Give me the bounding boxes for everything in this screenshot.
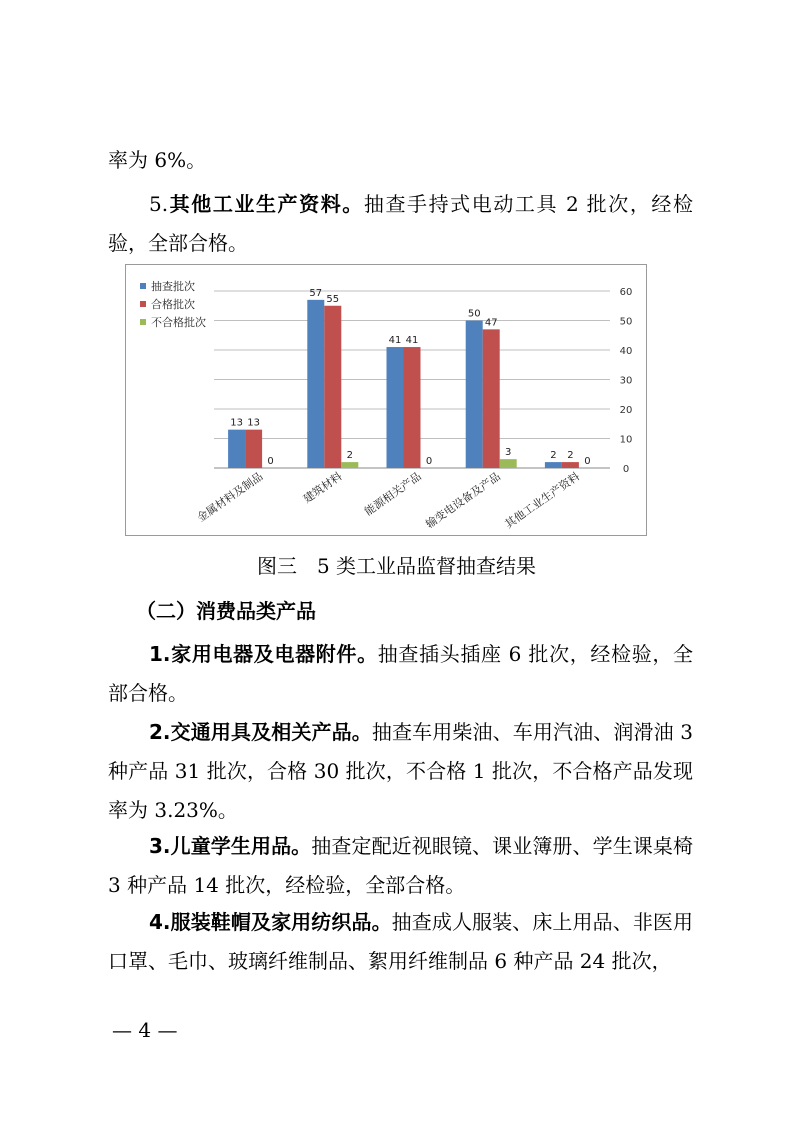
bar — [483, 329, 500, 468]
bar — [562, 462, 579, 468]
data-label: 50 — [467, 308, 481, 320]
data-label: 47 — [484, 317, 498, 329]
x-tick-label: 输变电设备及产品 — [423, 469, 503, 531]
item-text: 抽查定配近视眼镜、课业簿册、学生课桌椅 3 种产品 14 批次，经检验，全部合格。 — [108, 834, 694, 897]
data-label: 41 — [388, 335, 402, 347]
data-label: 13 — [230, 417, 243, 429]
legend-label: 抽查批次 — [151, 280, 195, 293]
item-title: 家用电器及电器附件。 — [170, 642, 378, 666]
item-number: 2. — [149, 720, 171, 744]
legend-label: 不合格批次 — [151, 316, 206, 329]
bar — [324, 306, 341, 468]
data-label: 0 — [267, 456, 274, 467]
bar — [307, 300, 324, 468]
bar — [404, 347, 421, 468]
x-tick-label: 建筑材料 — [301, 469, 345, 506]
bar — [545, 462, 562, 468]
paragraph-item-3 — [108, 827, 693, 905]
bar — [341, 462, 358, 468]
legend-label: 合格批次 — [151, 298, 195, 311]
bar-chart — [125, 264, 647, 536]
y-tick-label: 50 — [619, 316, 633, 328]
legend-swatch — [140, 319, 146, 325]
data-label: 0 — [584, 456, 591, 467]
y-tick-label: 20 — [619, 405, 633, 416]
y-tick-label: 60 — [619, 287, 633, 298]
data-label: 41 — [405, 335, 419, 347]
item-number: 4. — [149, 910, 171, 934]
paragraph-item-5 — [108, 185, 693, 263]
section-heading: （二）消费品类产品 — [136, 599, 316, 623]
x-tick-label: 金属材料及制品 — [194, 469, 266, 525]
data-label: 2 — [346, 450, 353, 462]
item-number: 1. — [149, 642, 171, 666]
item-title: 其他工业生产资料。 — [168, 192, 364, 216]
x-tick-label: 其他工业生产资料 — [502, 469, 583, 531]
data-label: 3 — [505, 447, 512, 459]
bar — [387, 347, 404, 468]
y-tick-label: 40 — [619, 346, 633, 357]
y-tick-label: 30 — [619, 375, 633, 387]
figure-caption: 图三 5 类工业品监督抽查结果 — [256, 554, 537, 578]
paragraph-continuation: 率为 6%。 — [108, 148, 207, 172]
paragraph-item-1 — [108, 635, 693, 713]
bar — [245, 430, 262, 468]
item-number: 5. — [149, 192, 169, 216]
item-title: 服装鞋帽及家用纺织品。 — [170, 910, 392, 934]
data-label: 0 — [425, 456, 433, 467]
item-title: 交通用具及相关产品。 — [170, 720, 372, 744]
x-tick-label: 能源相关产品 — [362, 469, 424, 519]
item-number: 3. — [149, 834, 171, 858]
legend-swatch — [140, 283, 146, 289]
legend-swatch — [140, 301, 146, 307]
item-title: 儿童学生用品。 — [170, 834, 312, 858]
bar-chart-svg — [126, 265, 646, 535]
item-text: 抽查成人服装、床上用品、非医用口罩、毛巾、玻璃纤维制品、絮用纤维制品 6 种产品 24 批次， — [108, 910, 694, 973]
bar — [466, 321, 483, 469]
bar — [500, 459, 517, 468]
paragraph-item-4 — [108, 903, 693, 981]
data-label: 13 — [247, 417, 260, 429]
bar — [228, 430, 245, 468]
data-label: 55 — [326, 293, 340, 305]
paragraph-item-2 — [108, 713, 693, 830]
data-label: 2 — [567, 450, 574, 462]
item-text: 抽查插头插座 6 批次，经检验，全部合格。 — [108, 642, 693, 705]
item-text: 抽查手持式电动工具 2 批次，经检验，全部合格。 — [108, 192, 693, 255]
data-label: 2 — [550, 450, 557, 462]
y-tick-label: 0 — [622, 464, 630, 475]
item-text: 抽查车用柴油、车用汽油、润滑油 3 种产品 31 批次，合格 30 批次，不合格 1 批次，不合格产品发现率为 3.23%。 — [108, 720, 693, 822]
page-number: — 4 — — [112, 1018, 178, 1042]
data-label: 57 — [309, 287, 323, 299]
y-tick-label: 10 — [619, 434, 633, 446]
